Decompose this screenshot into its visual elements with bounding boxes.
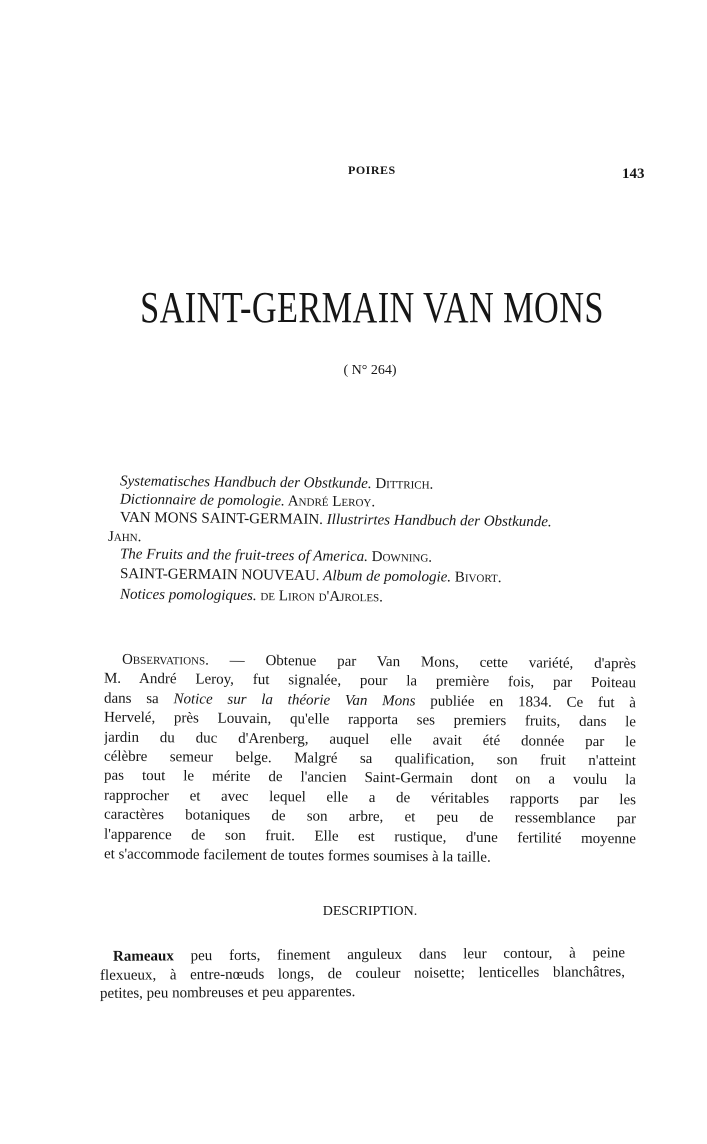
text-segment: pas tout le mérite de l'ancien Saint-Germain dont on a voulu la	[103, 768, 637, 789]
text-segment: Album de pomologie.	[323, 568, 452, 586]
page-title: SAINT-GERMAIN VAN MONS	[140, 283, 604, 332]
description-heading: DESCRIPTION.	[322, 904, 418, 919]
observations-line	[104, 806, 636, 829]
text-segment: célèbre semeur belge. Malgré sa qualification, son fruit n'atteint	[103, 748, 637, 770]
text-segment: Hervelé, près Louvain, qu'elle rapporta ses premiers fruits, dans le	[103, 709, 637, 731]
observations-line	[104, 845, 491, 866]
text-segment: Rameaux	[112, 948, 174, 965]
references-line	[120, 545, 432, 566]
text-segment: — Obtenue par Van Mons, cette variété, d'après	[208, 652, 637, 673]
observations-line	[104, 670, 636, 693]
text-segment: l'apparence de son fruit. Elle est rustique, d'une fertilité moyenne	[103, 826, 637, 847]
text-segment: André Leroy.	[284, 493, 376, 511]
text-segment: Illustrirtes Handbuch der Obstkunde.	[326, 511, 552, 531]
observations-line	[104, 767, 636, 790]
text-segment: rapprocher et avec lequel elle a de véritables rapports par les	[103, 787, 637, 809]
references-line	[120, 586, 383, 607]
observations-line	[104, 825, 636, 848]
text-segment: SAINT-GERMAIN NOUVEAU.	[119, 566, 324, 585]
description-line	[100, 963, 625, 985]
text-segment: Notices pomologiques.	[119, 586, 257, 605]
observations-line	[104, 709, 636, 732]
text-segment: Dittrich.	[371, 475, 434, 493]
text-segment: Dictionnaire de pomologie.	[119, 491, 285, 510]
text-segment: caractères botaniques de son arbre, et peu de ressemblance par	[103, 806, 637, 828]
text-segment: dans sa	[103, 690, 174, 708]
text-segment: et s'accommode facilement de toutes formes soumises à la taille.	[103, 846, 491, 866]
text-segment: Observations.	[121, 651, 209, 669]
text-segment: flexueux, à entre-nœuds longs, de couleur noisette; lenticelles blanchâtres,	[99, 964, 626, 984]
text-segment: Systematisches Handbuch der Obstkunde.	[119, 473, 372, 492]
text-segment: Notice sur la théorie Van Mons	[173, 691, 416, 710]
text-segment: Downing.	[367, 548, 433, 566]
variety-number: ( N° 264)	[343, 363, 397, 378]
running-head: POIRES	[348, 163, 396, 177]
text-segment: de Liron d'Ajroles.	[256, 588, 384, 606]
text-segment: M. André Leroy, fut signalée, pour la première fois, par Poiteau	[103, 671, 637, 692]
references-line	[120, 509, 552, 532]
references-line	[120, 565, 502, 587]
text-segment: Jahn.	[107, 528, 142, 546]
text-segment: VAN MONS SAINT-GERMAIN.	[119, 509, 327, 528]
text-segment: Bivort.	[451, 569, 502, 586]
text-segment: The Fruits and the fruit-trees of America.	[119, 546, 368, 565]
text-segment: publiée en 1834. Ce fut à	[415, 693, 637, 712]
text-segment: petites, peu nombreuses et peu apparentes.	[99, 984, 356, 1002]
text-segment: peu forts, finement anguleux dans leur contour, à peine	[173, 945, 626, 965]
text-segment: jardin du duc d'Arenberg, auquel elle avait été donnée par le	[103, 729, 637, 750]
references-line	[108, 528, 142, 546]
description-line	[100, 983, 355, 1003]
description-line	[113, 944, 625, 966]
page-number: 143	[622, 166, 645, 182]
